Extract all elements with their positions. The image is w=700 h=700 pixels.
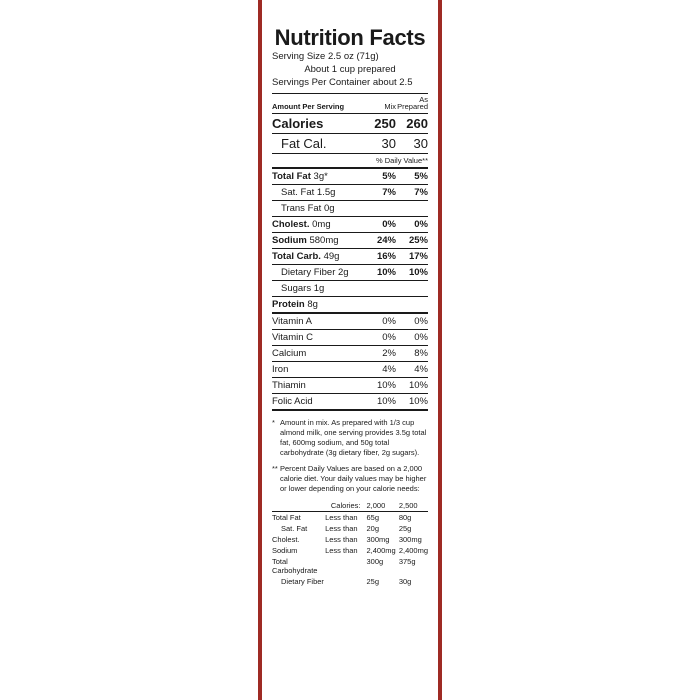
- row-mix-value: 10%: [376, 266, 396, 278]
- dv-nutrient: Total Carbohydrate: [272, 557, 318, 576]
- dv-calories-label: Calories:: [325, 500, 366, 512]
- row-mix-value: 0%: [382, 218, 396, 230]
- table-row-protein: [272, 296, 428, 313]
- dv-nutrient: Cholest.: [272, 535, 300, 545]
- row-label: Trans Fat 0g: [281, 202, 335, 214]
- row-prepared-value: [396, 296, 428, 313]
- dv-2000-value: 300g: [366, 557, 384, 567]
- row-label: Cholest. 0mg: [272, 218, 331, 230]
- row-prepared-value: 0%: [414, 315, 428, 327]
- serving-size: Serving Size 2.5 oz (71g): [272, 51, 379, 63]
- row-prepared-value: 4%: [414, 363, 428, 375]
- column-header-row: [272, 94, 428, 114]
- row-label: Fat Cal.: [281, 135, 327, 151]
- dv-2000-value: 20g: [366, 524, 379, 534]
- table-row-vitamin-c: [272, 329, 428, 345]
- row-mix-value: [366, 280, 396, 296]
- row-mix-value: 30: [381, 135, 396, 151]
- dv-qualifier: Less than: [325, 546, 358, 556]
- footnote-1: [272, 418, 428, 459]
- table-row-thiamin: [272, 377, 428, 393]
- footnote-1-text: Amount in mix. As prepared with 1/3 cup almond milk, one serving provides 3.5g total fat, 600mg sodium, and 50g total carbohydrate (3g dietary fiber, 2g sugars).: [280, 417, 427, 457]
- dv-header-row: [272, 500, 428, 512]
- row-label: Dietary Fiber 2g: [281, 266, 349, 278]
- nutrition-table: [272, 94, 428, 411]
- row-label: Sodium 580mg: [272, 234, 339, 246]
- serving-info: [272, 51, 428, 89]
- footnote-2: [272, 464, 428, 494]
- daily-value-header-row: [272, 153, 428, 168]
- row-mix-value: 10%: [376, 379, 396, 391]
- page-title: Nutrition Facts: [274, 25, 426, 50]
- row-prepared-value: 10%: [408, 266, 428, 278]
- footnotes: [272, 418, 428, 495]
- row-mix-value: 16%: [376, 250, 396, 262]
- serving-about: About 1 cup prepared: [304, 63, 396, 75]
- row-label: Sat. Fat 1.5g: [281, 186, 336, 198]
- dv-nutrient: Sodium: [272, 546, 298, 556]
- dv-nutrient: Total Fat: [272, 513, 301, 523]
- nutrition-facts-panel: [258, 0, 442, 700]
- row-label: Folic Acid: [272, 395, 313, 407]
- dv-qualifier: Less than: [325, 535, 358, 545]
- row-prepared-value: 10%: [408, 395, 428, 407]
- row-label: Calories: [272, 115, 324, 131]
- dv-row-cholesterol: [272, 534, 428, 545]
- dv-2500-value: 300mg: [398, 535, 422, 545]
- row-prepared-value: 30: [413, 135, 428, 151]
- table-row-sodium: [272, 232, 428, 248]
- dv-2000-header: 2,000: [366, 500, 398, 512]
- row-prepared-value: 10%: [408, 379, 428, 391]
- table-row-sat-fat: [272, 184, 428, 200]
- table-row-calories: [272, 113, 428, 133]
- dv-header-spacer: [272, 500, 325, 512]
- dv-2000-value: 65g: [366, 513, 379, 523]
- dv-2500-value: 30g: [398, 577, 412, 587]
- row-mix-value: 5%: [382, 170, 396, 182]
- row-label: Protein 8g: [272, 298, 318, 310]
- as-prepared-column-header: [396, 94, 428, 114]
- row-mix-value: 24%: [376, 234, 396, 246]
- dv-qualifier: Less than: [325, 524, 358, 534]
- row-mix-value: 250: [374, 115, 396, 131]
- as-prepared-line2: Prepared: [397, 102, 428, 112]
- dv-qualifier: [325, 556, 366, 576]
- dv-2000-value: 25g: [366, 577, 379, 587]
- row-prepared-value: 7%: [414, 186, 428, 198]
- dv-2500-header: 2,500: [399, 500, 428, 512]
- row-label: Total Fat 3g*: [272, 170, 328, 182]
- row-prepared-value: 17%: [408, 250, 428, 262]
- table-row-cholesterol: [272, 216, 428, 232]
- dv-2500-value: 375g: [398, 557, 416, 567]
- dv-2500-value: 25g: [398, 524, 412, 534]
- table-row-trans-fat: [272, 200, 428, 216]
- row-label: Thiamin: [272, 379, 306, 391]
- dv-row-sodium: [272, 545, 428, 556]
- dv-2000-value: 300mg: [366, 535, 390, 545]
- dv-row-total-fat: [272, 512, 428, 524]
- row-prepared-value: 260: [406, 115, 428, 131]
- row-prepared-value: 8%: [414, 347, 428, 359]
- daily-values-reference-table: [272, 500, 428, 587]
- row-label: Vitamin A: [272, 315, 312, 327]
- dv-qualifier: [325, 576, 366, 587]
- as-prepared-line1: As: [419, 94, 428, 104]
- table-row-total-carb: [272, 248, 428, 264]
- table-row-sugars: [272, 280, 428, 296]
- row-mix-value: 7%: [382, 186, 396, 198]
- table-row-total-fat: [272, 168, 428, 185]
- row-prepared-value: 0%: [414, 331, 428, 343]
- row-mix-value: [366, 296, 396, 313]
- dv-row-dietary-fiber: [272, 576, 428, 587]
- row-label: Vitamin C: [272, 331, 314, 343]
- row-label: Iron: [272, 363, 289, 375]
- dv-nutrient: Sat. Fat: [281, 524, 308, 534]
- table-row-dietary-fiber: [272, 264, 428, 280]
- row-label: Calcium: [272, 347, 307, 359]
- row-mix-value: 4%: [382, 363, 396, 375]
- row-label: Total Carb. 49g: [272, 250, 340, 262]
- dv-2500-value: 2,400mg: [398, 546, 428, 556]
- amount-per-serving-header: Amount Per Serving: [272, 101, 345, 111]
- row-mix-value: [366, 200, 396, 216]
- row-mix-value: 10%: [376, 395, 396, 407]
- dv-row-sat-fat: [272, 523, 428, 534]
- dv-2500-value: 80g: [398, 513, 412, 523]
- daily-value-header: % Daily Value**: [376, 155, 428, 165]
- table-row-folic-acid: [272, 393, 428, 410]
- row-prepared-value: [396, 280, 428, 296]
- row-mix-value: 2%: [382, 347, 396, 359]
- table-row-vitamin-a: [272, 313, 428, 330]
- dv-qualifier: Less than: [325, 513, 358, 523]
- row-prepared-value: 25%: [408, 234, 428, 246]
- footnote-2-mark: **: [272, 464, 278, 474]
- row-label: Sugars 1g: [281, 282, 325, 294]
- row-mix-value: 0%: [382, 315, 396, 327]
- footnote-2-text: Percent Daily Values are based on a 2,000 calorie diet. Your daily values may be higher or lower depending on your calorie needs:: [280, 464, 427, 494]
- row-prepared-value: 5%: [414, 170, 428, 182]
- table-row-fat-cal: [272, 133, 428, 153]
- footnote-1-mark: *: [272, 417, 275, 427]
- mix-column-header: Mix: [384, 102, 396, 112]
- table-row-iron: [272, 361, 428, 377]
- row-prepared-value: 0%: [414, 218, 428, 230]
- row-mix-value: 0%: [382, 331, 396, 343]
- dv-row-total-carbohydrate: [272, 556, 428, 576]
- row-prepared-value: [396, 200, 428, 216]
- dv-2000-value: 2,400mg: [366, 546, 396, 556]
- servings-per-container: Servings Per Container about 2.5: [272, 76, 413, 88]
- dv-nutrient: Dietary Fiber: [281, 577, 324, 587]
- table-row-calcium: [272, 345, 428, 361]
